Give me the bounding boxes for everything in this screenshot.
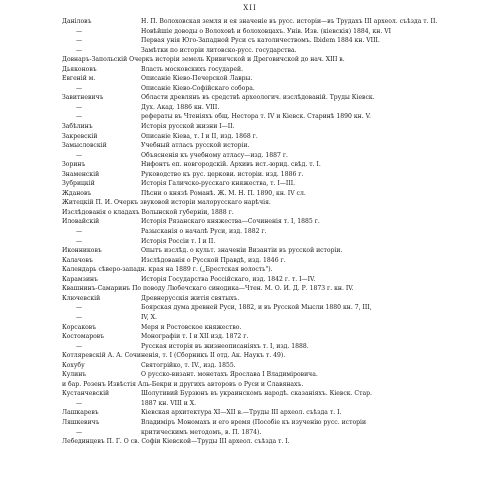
ditto-dash: — — [76, 313, 83, 321]
entry-title: Пѣсни о князѣ Романѣ. Ж. М. Н. П. 1890, кн. IV сл. — [141, 189, 306, 197]
entry-author: Календарь — [62, 266, 97, 274]
entry-author: Лашкаревъ — [62, 409, 99, 417]
bibliography-entry — [0, 112, 500, 122]
ditto-dash: — — [76, 342, 83, 350]
entry-author: Кулинъ — [62, 371, 87, 379]
bibliography-entry — [0, 132, 500, 142]
entry-text: 1887 кн. VIII и X. — [141, 399, 197, 407]
bibliography-entry — [0, 160, 500, 170]
entry-author: Кустанчевскій — [62, 390, 110, 398]
bibliography-entry — [0, 170, 500, 180]
entry-author: Квашнинъ-Самаринъ — [62, 285, 131, 293]
bibliography-entry — [0, 275, 500, 285]
bibliography-entry — [0, 65, 500, 75]
entry-author: Иловайскій — [62, 218, 100, 226]
ditto-dash: — — [76, 27, 83, 35]
entry-title: А. А. Сочиненія, т. I (Сборникъ II отд. Ак. Наукъ т. 49). — [107, 352, 286, 360]
bibliography-entry — [0, 323, 500, 333]
bibliography-entry — [0, 294, 500, 304]
entry-title: Н. П. Волоховская земля и ея значеніе въ русс. исторіи—въ Трудахъ III археол. съѣзда т. II. — [141, 18, 438, 25]
entry-text — [62, 265, 490, 275]
bibliography-entry — [0, 351, 500, 361]
entry-text — [62, 198, 490, 208]
bibliography-entry — [0, 103, 500, 113]
bibliography-entry — [0, 141, 500, 151]
bibliography-entry — [0, 151, 500, 161]
bibliography-entry — [0, 122, 500, 132]
bibliography-entry — [0, 380, 500, 390]
entry-text — [62, 55, 490, 65]
bibliography-entry — [0, 256, 500, 266]
entry-title: Древнерусскія житія святыхъ. — [141, 294, 240, 302]
entry-text: Исторія Россіи т. I и II. — [141, 237, 216, 245]
entry-author: Знаменскій — [62, 170, 100, 178]
entry-author: Корсаковъ — [62, 323, 97, 331]
ditto-dash: — — [76, 304, 83, 312]
entry-text — [62, 380, 490, 390]
entry-author: Житецкій — [62, 199, 94, 207]
entry-text: Описаніе Кіево-Софійскаго собора. — [141, 84, 255, 92]
ditto-dash: — — [76, 113, 83, 121]
entry-title: Описаніе Кіева, т. I и II, изд. 1868 г. — [141, 132, 258, 140]
page-number: XII — [243, 4, 257, 12]
bibliography-entry — [0, 55, 500, 65]
entry-title: Владиміръ Мономахъ и его время (Пособіе къ изученію русс. исторіи — [141, 418, 367, 426]
entry-title: Описаніе Кіево-Печерской Лавры. — [141, 75, 253, 83]
entry-title: Шолутивий Бурзюнъ въ украинскомъ народѣ. сказаніяхъ. Кіевск. Стар. — [141, 390, 372, 398]
entry-text: Новѣйшіе доводы о Волоховѣ и болоховцахъ. Унів. Изв. (кіевскія) 1884, кн. VI — [141, 27, 392, 35]
entry-title: Исторія русской жизни I—II. — [141, 123, 235, 131]
entry-text: Дух. Акад. 1886 кн. VIII. — [141, 103, 220, 111]
ditto-dash: — — [76, 228, 83, 236]
bibliography-entry — [0, 361, 500, 371]
bibliography-entry — [0, 198, 500, 208]
entry-title: Учебный атласъ русской исторіи. — [141, 142, 250, 150]
bibliography-entry — [0, 179, 500, 189]
entry-author: Дьяконовъ — [62, 65, 97, 73]
entry-author: Закревскій — [62, 132, 98, 140]
entry-text: Русская исторія въ жизнеописаніяхъ т. I, изд. 1888. — [141, 342, 309, 350]
ditto-dash: — — [76, 37, 83, 45]
entry-title: Изслѣдованія о Русской Правдѣ, изд. 1846 г. — [141, 256, 286, 264]
entry-title: Кіевская архитектура XI—XII в.—Труды III археол. съѣзда т. I. — [141, 409, 342, 417]
bibliography-entry — [0, 46, 500, 56]
bibliography-entry — [0, 408, 500, 418]
entry-text: критическимъ методомъ, в. П. 1874). — [141, 428, 262, 436]
bibliography-entry — [0, 84, 500, 94]
entry-title: Святогрійко, т. IV., изд. 1855. — [141, 361, 236, 369]
entry-text: IV, X. — [141, 313, 157, 321]
entry-title: сѣверо-западн. края на 1889 г. („Брестская волость"). — [98, 266, 273, 274]
entry-title: П. Г. О св. Софіи Кіевской—Труды III археол. съѣзда т. I. — [106, 438, 290, 446]
entry-title: Исторія Государства Россійскаго, изд. 1842 г. т. I—IV. — [141, 275, 316, 283]
entry-text — [62, 208, 490, 218]
entry-author: Ждановъ — [62, 189, 92, 197]
entry-author: Завитневичъ — [62, 94, 104, 102]
bibliography-entry — [0, 189, 500, 199]
entry-title: Руководство къ рус. церкови. исторіи. изд. 1886 г. — [141, 170, 304, 178]
entry-title: Меря и Ростовское княжество. — [141, 323, 242, 331]
bibliography-entry — [0, 370, 500, 380]
entry-title: Очеркъ исторіи земель Кривичской и Дреговичской до нач. XIII в. — [129, 56, 345, 64]
bibliography-entry — [0, 428, 500, 438]
bibliography-entry — [0, 389, 500, 399]
bibliography-entry — [0, 418, 500, 428]
entry-author: Иконниковъ — [62, 247, 102, 255]
entry-text: Разысканія о началѣ Руси, изд. 1882 г. — [141, 228, 267, 236]
bibliography-entry — [0, 399, 500, 409]
bibliography-entry — [0, 246, 500, 256]
entry-text: Первая унія Юго-Западной Руси съ католичествомъ. Ibidem 1884 кн. VIII. — [141, 37, 380, 45]
entry-author: Котляревскій — [62, 352, 106, 360]
entry-text: рефераты въ Чтеніяхъ общ. Нестора т. IV и Кіевск. Старинѣ 1890 кн. V. — [141, 113, 371, 121]
bibliography-entry — [0, 332, 500, 342]
entry-text — [62, 437, 490, 447]
bibliography-entry — [0, 93, 500, 103]
entry-title: Нифонтъ еп. новгородскій. Архивъ ист.-юрид. свѣд. т. I. — [141, 161, 321, 169]
entry-author: Изслѣдованія — [62, 208, 106, 216]
entry-author: Карамзинъ — [62, 275, 98, 283]
entry-title: Исторія Рязанскаго княжества—Сочиненія т. I, 1885 г. — [141, 218, 320, 226]
entry-author: Зубрицкій — [62, 180, 95, 188]
ditto-dash: — — [76, 151, 83, 159]
ditto-dash: — — [76, 428, 83, 436]
bibliography-entry — [0, 27, 500, 37]
entry-text — [62, 284, 490, 294]
bibliography-entry — [0, 342, 500, 352]
entry-author: Зоринъ — [62, 161, 86, 169]
bibliography-entry — [0, 217, 500, 227]
bibliography-entry — [0, 437, 500, 447]
entry-author: Ключевскій — [62, 294, 101, 302]
bibliography-entry — [0, 237, 500, 247]
entry-author: Даніловъ — [62, 18, 92, 25]
entry-text: Замѣтки по исторіи литовско-русс. государства. — [141, 46, 297, 54]
bibliography-entry — [0, 227, 500, 237]
ditto-dash: — — [76, 84, 83, 92]
entry-title: о кладахъ Волынской губерніи, 1888 г. — [107, 208, 234, 216]
ditto-dash: — — [76, 237, 83, 245]
bibliography-entry — [0, 36, 500, 46]
entry-author: Евгеній м. — [62, 75, 96, 83]
bibliography-entry — [0, 265, 500, 275]
entry-title: Власть московскихъ государей. — [141, 65, 244, 73]
entry-author: Ляшкевичъ — [62, 418, 100, 426]
entry-author: Довнаръ-Запольскій — [62, 56, 128, 64]
ditto-dash: — — [76, 103, 83, 111]
entry-author: Костомаровъ — [62, 333, 105, 341]
entry-text — [62, 351, 490, 361]
entry-author: Калачовъ — [62, 256, 93, 264]
entry-author: Лебединцевъ — [62, 438, 105, 446]
entry-title: Опытъ изслѣд. о культ. значеніи Византіи въ русской исторіи. — [141, 247, 343, 255]
bibliography-entry — [0, 284, 500, 294]
bibliography-entry — [0, 17, 500, 27]
ditto-dash: — — [76, 46, 83, 54]
entry-author: Забѣлинъ — [62, 123, 93, 131]
entry-title: Монографіи т. I и XII изд. 1872 г. — [141, 333, 249, 341]
entry-title: и бар. Розенъ Извѣстія Аль-Бекри и другихъ авторовъ о Руси и Славянахъ. — [62, 380, 304, 388]
entry-author: Замысловскій — [62, 142, 107, 150]
bibliography-entry — [0, 208, 500, 218]
entry-title: Исторія Галичско-русскаго княжества, т. I—III. — [141, 180, 296, 188]
bibliography-list — [0, 17, 500, 447]
entry-author: Кохубу — [62, 361, 85, 369]
bibliography-entry — [0, 313, 500, 323]
entry-title: П. И. Очеркъ звуковой исторіи малорусскаго нарѣчія. — [95, 199, 271, 207]
entry-title: О русско-визант. монетахъ Ярослава I Владиміровича. — [141, 371, 318, 379]
bibliography-entry — [0, 74, 500, 84]
entry-title: Области древлянъ въ средствѣ археологич. изслѣдованій. Труды Кіевск. — [141, 94, 375, 102]
entry-text: Объясненія къ учебному атласу—изд. 1887 г. — [141, 151, 288, 159]
ditto-dash: — — [76, 399, 83, 407]
entry-text: Боярская дума древней Руси, 1882, и въ Русской Мысли 1880 кн. 7, III, — [141, 304, 372, 312]
bibliography-entry — [0, 303, 500, 313]
entry-title: По поводу Любечскаго синодика—Чтен. М. О. И. Д. Р. 1873 г. кн. IV. — [132, 285, 354, 293]
